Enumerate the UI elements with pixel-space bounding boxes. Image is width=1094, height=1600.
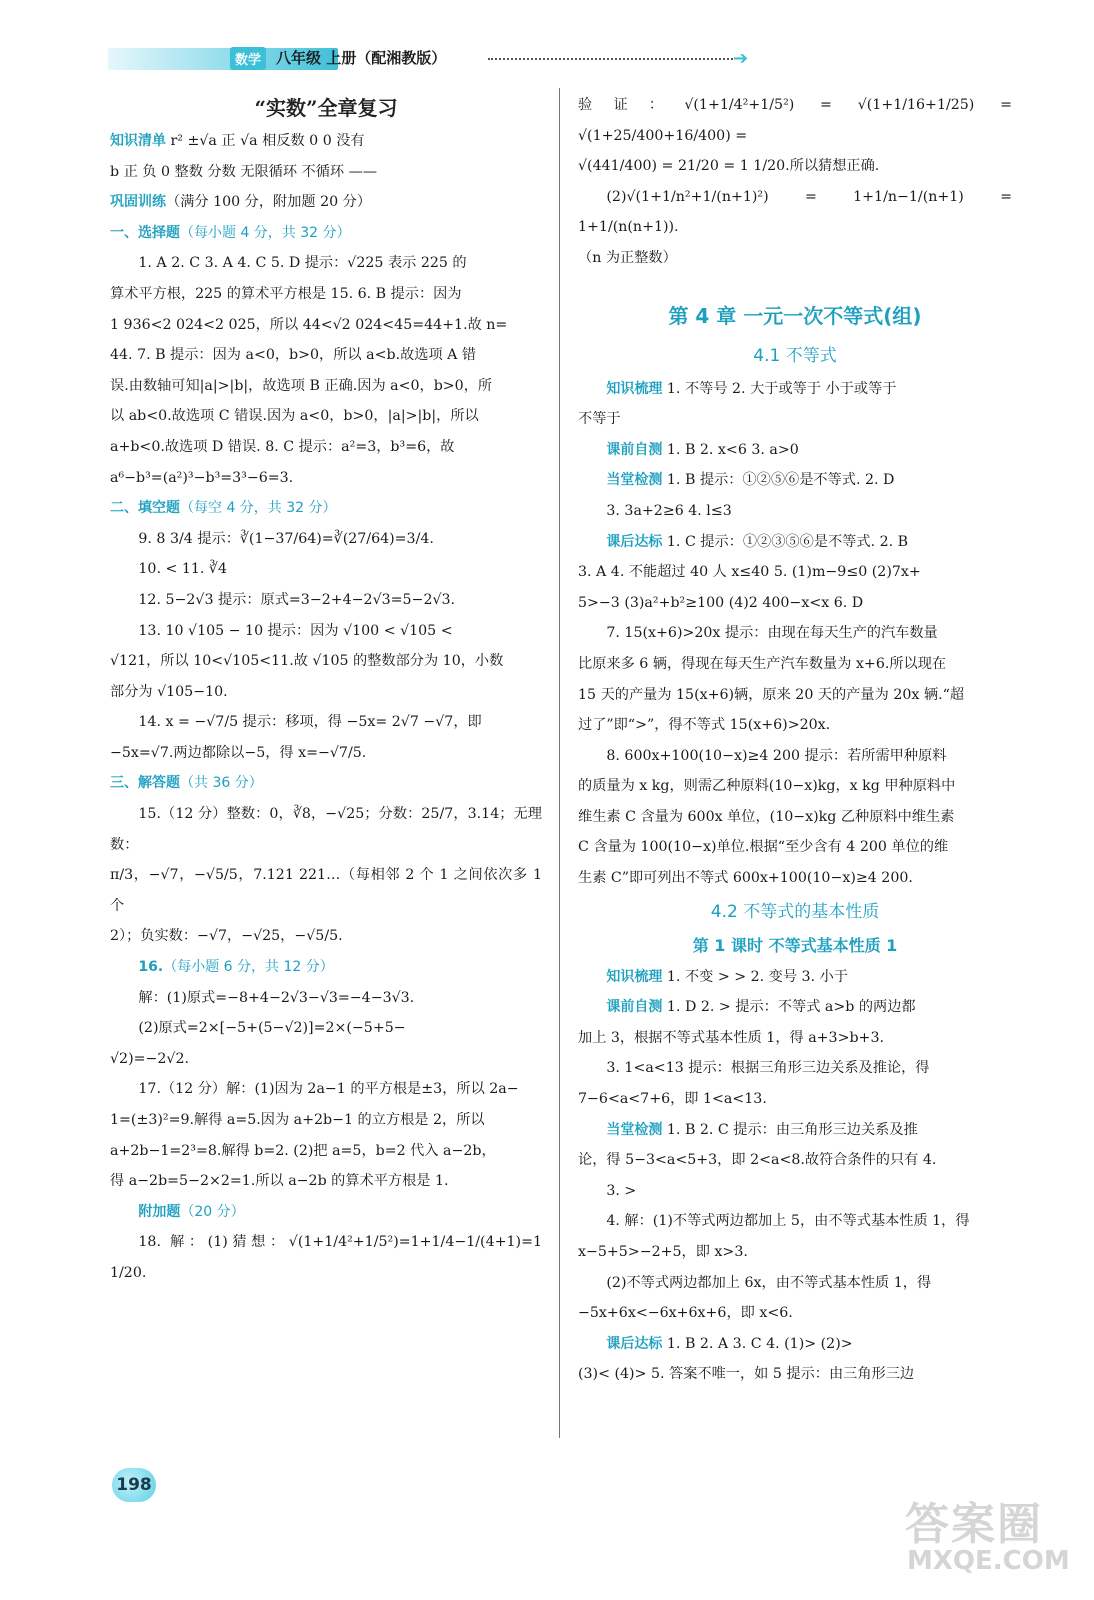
section-label: 一、选择题 bbox=[110, 224, 180, 241]
text-line bbox=[578, 771, 1012, 802]
line-text: 2）；负实数：−√7，−√25，−√5/5. bbox=[110, 928, 343, 945]
line-text: 算术平方根，225 的算术平方根是 15. 6. B 提示：因为 bbox=[110, 285, 462, 302]
text-line bbox=[578, 1359, 1012, 1390]
text-line bbox=[110, 401, 542, 432]
line-text: a⁶−b³=(a²)³−b³=3³−6=3. bbox=[110, 469, 294, 486]
line-text: 3. 3a+2≥6 4. l≤3 bbox=[606, 502, 732, 519]
line-text: 不等于 bbox=[578, 411, 621, 428]
line-text: 14. x = −√7/5 提示：移项，得 −5x= 2√7 −√7，即 bbox=[138, 714, 482, 731]
line-text: 13. 10 √105 − 10 提示：因为 √100 < √105 < bbox=[138, 622, 453, 639]
page-header bbox=[108, 44, 748, 74]
text-line bbox=[110, 952, 542, 983]
subject-badge: 数学 bbox=[230, 47, 266, 70]
line-text: 得 a−2b=5−2×2=1.所以 a−2b 的算术平方根是 1. bbox=[110, 1173, 449, 1190]
text-line bbox=[110, 860, 542, 921]
arrow-icon: ➔ bbox=[733, 48, 749, 69]
text-line bbox=[110, 126, 542, 157]
text-line bbox=[578, 618, 1012, 649]
line-text: 1 936<2 024<2 025，所以 44<√2 024<45=44+1.故 n= bbox=[110, 316, 508, 333]
text-line bbox=[578, 588, 1012, 619]
watermark-sub: MXQE.COM bbox=[907, 1546, 1070, 1576]
text-line bbox=[110, 493, 542, 524]
text-line bbox=[110, 768, 542, 799]
line-text: 论，得 5−3<a<5+3，即 2<a<8.故符合条件的只有 4. bbox=[578, 1152, 937, 1169]
line-text: 5>−3 (3)a²+b²≥100 (4)2 400−x<x 6. D bbox=[578, 594, 864, 611]
line-text: （满分 100 分，附加题 20 分） bbox=[166, 194, 372, 211]
text-line bbox=[110, 677, 542, 708]
section-label: 知识梳理 bbox=[606, 968, 663, 985]
text-line bbox=[110, 585, 542, 616]
line-text: (2)原式=2×[−5+(5−√2)]=2×(−5+5− bbox=[138, 1020, 406, 1037]
text-line bbox=[110, 921, 542, 952]
text-line bbox=[110, 340, 542, 371]
line-text: 1. B 2. x<6 3. a>0 bbox=[662, 441, 799, 458]
section-label: 当堂检测 bbox=[606, 1121, 663, 1138]
text-line bbox=[110, 1013, 542, 1044]
left-title: “实数”全章复习 bbox=[254, 96, 398, 120]
text-line bbox=[110, 738, 542, 769]
line-text: 1. B 2. C 提示：由三角形三边关系及推 bbox=[662, 1121, 918, 1138]
text-line bbox=[110, 463, 542, 494]
line-text: 9. 8 3/4 提示：∛(1−37/64)=∛(27/64)=3/4. bbox=[138, 530, 434, 547]
line-text: 1. 不变 > > 2. 变号 3. 小于 bbox=[662, 968, 848, 985]
text-line bbox=[110, 799, 542, 860]
line-text: √2)=−2√2. bbox=[110, 1050, 189, 1067]
line-text: 的质量为 x kg，则需乙种原料(10−x)kg，x kg 甲种原料中 bbox=[578, 778, 956, 795]
line-text: 15 天的产量为 15(x+6)辆，原来 20 天的产量为 20x 辆.“超 bbox=[578, 686, 965, 703]
section-label: 知识清单 bbox=[110, 133, 166, 149]
line-text: (3)< (4)> 5. 答案不唯一，如 5 提示：由三角形三边 bbox=[578, 1366, 915, 1383]
section-4-2-lines bbox=[578, 962, 1012, 1390]
line-text: C 含量为 100(10−x)单位.根据“至少含有 4 200 单位的维 bbox=[578, 839, 949, 856]
text-line bbox=[578, 680, 1012, 711]
section-label: 巩固训练 bbox=[110, 194, 166, 211]
section-note: （共 36 分） bbox=[180, 775, 263, 792]
section-note: （每小题 4 分，共 32 分） bbox=[180, 224, 351, 241]
line-text: √121，所以 10<√105<11.故 √105 的整数部分为 10，小数 bbox=[110, 653, 504, 670]
section-note: （20 分） bbox=[180, 1203, 245, 1220]
text-line bbox=[110, 371, 542, 402]
line-text: 1=(±3)²=9.解得 a=5.因为 a+2b−1 的立方根是 2，所以 bbox=[110, 1112, 485, 1128]
text-line bbox=[110, 1044, 542, 1075]
line-text: 17.（12 分）解：(1)因为 2a−1 的平方根是±3，所以 2a− bbox=[138, 1081, 519, 1098]
text-line bbox=[110, 432, 542, 463]
text-line bbox=[578, 435, 1012, 466]
line-text: 44. 7. B 提示：因为 a<0，b>0，所以 a<b.故选项 A 错 bbox=[110, 347, 477, 364]
text-line bbox=[578, 962, 1012, 993]
line-text: 10. < 11. ∛4 bbox=[138, 561, 228, 578]
line-text: x−5+5>−2+5，即 x>3. bbox=[578, 1244, 748, 1260]
text-line bbox=[110, 1136, 542, 1167]
text-line bbox=[578, 374, 1012, 405]
page-number: 198 bbox=[112, 1468, 156, 1502]
text-line bbox=[110, 279, 542, 310]
line-text: 3. 1<a<13 提示：根据三角形三边关系及推论，得 bbox=[606, 1060, 930, 1077]
text-line bbox=[578, 863, 1012, 894]
line-text: 生素 C”即可列出不等式 600x+100(10−x)≥4 200. bbox=[578, 870, 913, 887]
line-text: (2)不等式两边都加上 6x，由不等式基本性质 1，得 bbox=[606, 1274, 932, 1291]
section-label: 课前自测 bbox=[606, 441, 663, 458]
text-line bbox=[578, 1145, 1012, 1176]
text-line bbox=[578, 1053, 1012, 1084]
line-text: 加上 3，根据不等式基本性质 1，得 a+3>b+3. bbox=[578, 1029, 884, 1046]
line-text: 12. 5−2√3 提示：原式=3−2+4−2√3=5−2√3. bbox=[138, 591, 456, 608]
grade-label: 八年级 上册（配湘教版） bbox=[276, 49, 447, 67]
section-label: 三、解答题 bbox=[110, 775, 180, 792]
header-dotted-line bbox=[488, 58, 733, 60]
line-text: 比原来多 6 辆，得现在每天生产汽车数量为 x+6.所以现在 bbox=[578, 655, 947, 672]
watermark-main: 答案圈 bbox=[905, 1499, 1043, 1550]
text-line bbox=[578, 710, 1012, 741]
line-text: −5x=√7.两边都除以−5，得 x=−√7/5. bbox=[110, 744, 367, 761]
line-text: 解：(1)原式=−8+4−2√3−√3=−4−3√3. bbox=[138, 989, 415, 1006]
text-line bbox=[578, 151, 1012, 182]
line-text: 误.由数轴可知|a|>|b|，故选项 B 正确.因为 a<0，b>0，所 bbox=[110, 377, 493, 394]
text-line bbox=[110, 616, 542, 647]
text-line bbox=[110, 1227, 542, 1288]
text-line bbox=[578, 90, 1012, 151]
chapter-title: 第 4 章 一元一次不等式(组) bbox=[668, 303, 922, 328]
text-line bbox=[578, 182, 1012, 243]
text-line bbox=[110, 554, 542, 585]
section-4-1-lines bbox=[578, 374, 1012, 894]
text-line bbox=[578, 465, 1012, 496]
text-line bbox=[578, 992, 1012, 1023]
line-text: b 正 负 0 整数 分数 无限循环 不循环 —— bbox=[110, 163, 378, 180]
section-note: （每空 4 分，共 32 分） bbox=[180, 500, 337, 517]
text-line bbox=[578, 1329, 1012, 1360]
text-line bbox=[110, 983, 542, 1014]
text-line bbox=[578, 243, 1012, 274]
text-line bbox=[578, 557, 1012, 588]
text-line bbox=[110, 310, 542, 341]
line-text: 3. > bbox=[606, 1182, 637, 1199]
text-line bbox=[578, 1023, 1012, 1054]
line-text: a+b<0.故选项 D 错误. 8. C 提示：a²=3，b³=6，故 bbox=[110, 438, 455, 455]
line-text: 18. 解：(1)猜想：√(1+1/4²+1/5²)=1+1/4−1/(4+1)=1 1/20. bbox=[110, 1234, 542, 1281]
text-line bbox=[578, 1084, 1012, 1115]
line-text: 1. B 2. A 3. C 4. (1)> (2)> bbox=[662, 1335, 853, 1352]
text-line bbox=[578, 1268, 1012, 1299]
line-text: 1. B 提示：①②⑤⑥是不等式. 2. D bbox=[662, 472, 895, 489]
text-line bbox=[578, 1206, 1012, 1237]
line-text: a+2b−1=2³=8.解得 b=2. (2)把 a=5，b=2 代入 a−2b， bbox=[110, 1142, 496, 1159]
line-text: 过了”即“>”，得不等式 15(x+6)>20x. bbox=[578, 717, 831, 734]
line-text: 部分为 √105−10. bbox=[110, 683, 228, 700]
section-title-4-2: 4.2 不等式的基本性质 bbox=[710, 901, 880, 922]
text-line bbox=[110, 1074, 542, 1105]
text-line bbox=[578, 1237, 1012, 1268]
text-line bbox=[110, 1105, 542, 1136]
line-text: 15.（12 分）整数：0，∛8，−√25；分数：25/7，3.14；无理数： bbox=[110, 806, 542, 853]
section-label: 知识梳理 bbox=[606, 380, 663, 397]
line-text: −5x+6x<−6x+6x+6，即 x<6. bbox=[578, 1305, 793, 1322]
section-label: 课后达标 bbox=[606, 1335, 663, 1352]
section-label: 附加题 bbox=[138, 1203, 181, 1220]
line-text: 1. D 2. > 提示：不等式 a>b 的两边都 bbox=[662, 999, 916, 1016]
line-text: 以 ab<0.故选项 C 错误.因为 a<0，b>0，|a|>|b|，所以 bbox=[110, 408, 479, 425]
section-note: （每小题 6 分，共 12 分） bbox=[163, 959, 334, 976]
text-line bbox=[578, 527, 1012, 558]
text-line bbox=[578, 741, 1012, 772]
line-text: 验证：√(1+1/4²+1/5²) = √(1+1/16+1/25) = √(1+25/400+16/400) = bbox=[578, 97, 1012, 144]
text-line bbox=[578, 649, 1012, 680]
text-line bbox=[110, 1166, 542, 1197]
text-line bbox=[110, 646, 542, 677]
line-text: r² ±√a 正 √a 相反数 0 0 没有 bbox=[166, 133, 365, 149]
text-line bbox=[578, 802, 1012, 833]
left-lines bbox=[110, 126, 542, 1289]
text-line bbox=[578, 496, 1012, 527]
section-label: 课后达标 bbox=[606, 533, 663, 550]
text-line bbox=[578, 1115, 1012, 1146]
line-text: 7−6<a<7+6，即 1<a<13. bbox=[578, 1091, 767, 1108]
text-line bbox=[110, 707, 542, 738]
line-text: 1. C 提示：①②③⑤⑥是不等式. 2. B bbox=[662, 533, 909, 550]
line-text: 8. 600x+100(10−x)≥4 200 提示：若所需甲种原料 bbox=[606, 747, 947, 764]
lesson-title: 第 1 课时 不等式基本性质 1 bbox=[692, 935, 898, 955]
left-column bbox=[110, 90, 542, 1289]
right-pre-lines bbox=[578, 90, 1012, 274]
line-text: 维生素 C 含量为 600x 单位，(10−x)kg 乙种原料中维生素 bbox=[578, 808, 955, 825]
text-line bbox=[578, 404, 1012, 435]
line-text: 3. A 4. 不能超过 40 人 x≤40 5. (1)m−9≤0 (2)7x+ bbox=[578, 564, 921, 581]
text-line bbox=[110, 524, 542, 555]
line-text: π/3，−√7，−√5/5，7.121 221…（每相邻 2 个 1 之间依次多 1 个 bbox=[110, 867, 542, 914]
text-line bbox=[110, 187, 542, 218]
section-label: 课前自测 bbox=[606, 999, 663, 1016]
section-label: 当堂检测 bbox=[606, 472, 663, 489]
line-text: 4. 解：(1)不等式两边都加上 5，由不等式基本性质 1，得 bbox=[606, 1213, 970, 1230]
text-line bbox=[110, 248, 542, 279]
right-column bbox=[578, 90, 1012, 1390]
line-text: （n 为正整数） bbox=[578, 249, 677, 266]
line-text: 1. 不等号 2. 大于或等于 小于或等于 bbox=[662, 380, 897, 397]
text-line bbox=[110, 218, 542, 249]
text-line bbox=[578, 832, 1012, 863]
text-line bbox=[578, 1176, 1012, 1207]
text-line bbox=[110, 1197, 542, 1228]
section-label: 二、填空题 bbox=[110, 500, 180, 517]
line-text: √(441/400) = 21/20 = 1 1/20.所以猜想正确. bbox=[578, 158, 880, 175]
section-title-4-1: 4.1 不等式 bbox=[753, 345, 837, 366]
column-divider bbox=[559, 88, 560, 1438]
text-line bbox=[110, 157, 542, 188]
line-text: 7. 15(x+6)>20x 提示：由现在每天生产的汽车数量 bbox=[606, 625, 938, 642]
line-text: 1. A 2. C 3. A 4. C 5. D 提示：√225 表示 225 的 bbox=[138, 255, 467, 272]
section-label: 16. bbox=[138, 959, 164, 976]
watermark-logo bbox=[905, 1488, 1070, 1588]
line-text: (2)√(1+1/n²+1/(n+1)²) = 1+1/n−1/(n+1) = 1+1/(n(n+1)). bbox=[578, 188, 1012, 236]
text-line bbox=[578, 1298, 1012, 1329]
